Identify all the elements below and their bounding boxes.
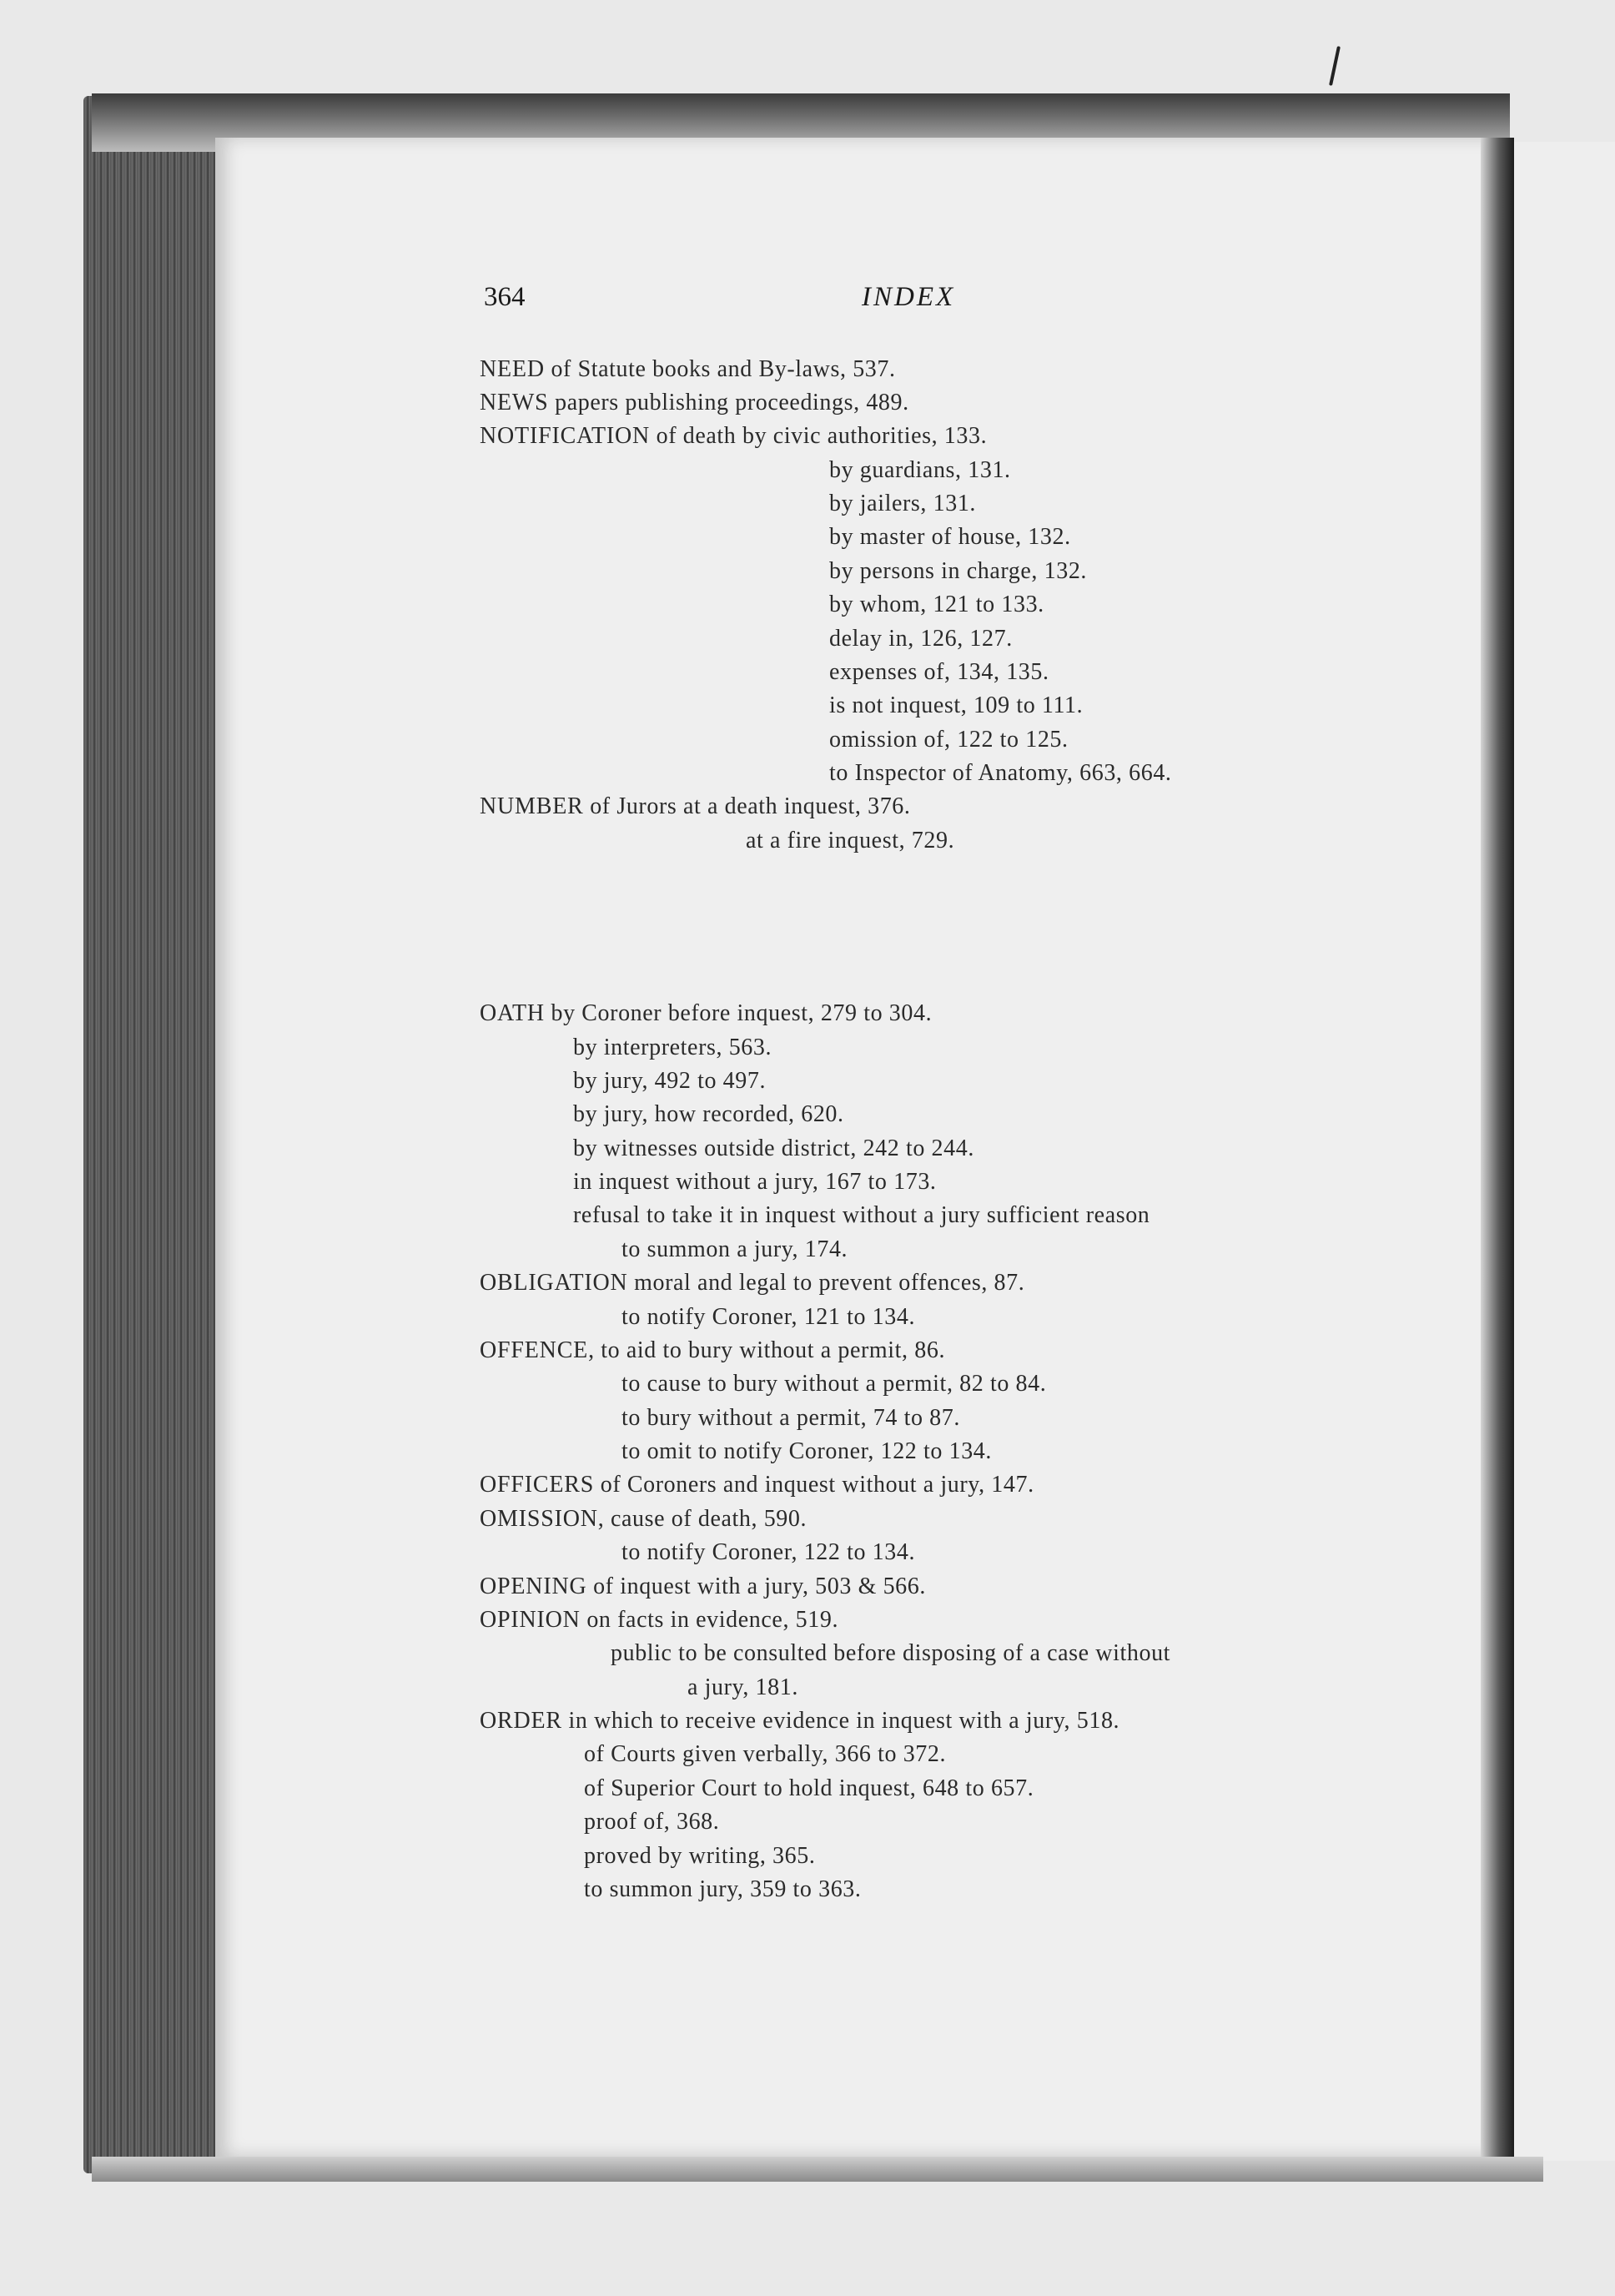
index-entry-text: by jailers, 131.: [829, 491, 977, 516]
index-entry-text: at a fire inquest, 729.: [746, 828, 955, 853]
index-entry-text: in inquest without a jury, 167 to 173.: [573, 1169, 937, 1195]
index-entry-text: of death by civic authorities, 133.: [650, 423, 988, 449]
index-entry-text: by master of house, 132.: [829, 524, 1071, 550]
index-entry-text: delay in, 126, 127.: [829, 626, 1013, 652]
index-entry: [480, 1335, 945, 1367]
index-entry: [829, 758, 1172, 789]
index-entry-text: on facts in evidence, 519.: [580, 1607, 839, 1633]
index-entry: [480, 1604, 838, 1636]
index-entry: [573, 1200, 1150, 1231]
index-heading: OATH: [480, 1000, 545, 1026]
index-entry: [584, 1773, 1034, 1805]
index-entry-text: by interpreters, 563.: [573, 1035, 772, 1060]
index-entry: [584, 1739, 946, 1770]
index-entry: [746, 825, 954, 857]
index-entry-text: to bury without a permit, 74 to 87.: [621, 1405, 960, 1431]
index-entry-text: to summon jury, 359 to 363.: [584, 1876, 862, 1902]
index-heading: OBLIGATION: [480, 1270, 628, 1296]
index-heading: ORDER: [480, 1708, 562, 1734]
index-entry-text: of Coroners and inquest without a jury, 147.: [594, 1472, 1034, 1498]
index-entry: [621, 1368, 1046, 1400]
index-entry: [829, 690, 1083, 722]
index-entry: [687, 1672, 798, 1704]
index-entry: [480, 1503, 807, 1535]
index-entry: [480, 1571, 926, 1603]
index-entry: [573, 1133, 974, 1165]
index-entry-text: papers publishing proceedings, 489.: [548, 390, 909, 415]
index-entry-text: by guardians, 131.: [829, 457, 1011, 483]
index-entry: [829, 724, 1069, 756]
index-entry: [573, 1166, 937, 1198]
index-entry: [829, 589, 1044, 621]
index-entry-text: refusal to take it in inquest without a jury sufficient reason: [573, 1202, 1150, 1228]
index-entry: [480, 998, 932, 1030]
index-entry: [829, 455, 1011, 486]
index-entry: [829, 488, 976, 520]
index-entry: [480, 791, 911, 823]
index-entry-text: in which to receive evidence in inquest with a jury, 518.: [561, 1708, 1120, 1734]
index-entry-text: by Coroner before inquest, 279 to 304.: [544, 1000, 933, 1026]
index-entry-text: of inquest with a jury, 503 & 566.: [586, 1573, 926, 1599]
index-entry: [621, 1402, 960, 1434]
index-entry-text: , to aid to bury without a permit, 86.: [588, 1337, 946, 1363]
index-entry: [621, 1537, 915, 1568]
index-entry: [480, 420, 987, 452]
index-entry-text: of Statute books and By-laws, 537.: [544, 356, 896, 382]
index-heading: NEWS: [480, 390, 549, 415]
index-entry-text: to notify Coroner, 121 to 134.: [621, 1304, 916, 1330]
index-heading: NUMBER: [480, 793, 584, 819]
page-number: 364: [484, 282, 526, 312]
index-heading: OPENING: [480, 1573, 587, 1599]
index-entry: [584, 1840, 815, 1872]
index-entry: [584, 1874, 862, 1906]
index-entry: [480, 1705, 1119, 1737]
index-entry: [573, 1099, 844, 1130]
index-entry-text: to Inspector of Anatomy, 663, 664.: [829, 760, 1172, 786]
index-heading: NOTIFICATION: [480, 423, 651, 449]
index-entry-text: by witnesses outside district, 242 to 244.: [573, 1135, 974, 1161]
index-entry: [480, 387, 909, 419]
index-entry: [573, 1065, 766, 1097]
index-entry-text: proof of, 368.: [584, 1809, 720, 1835]
index-heading: OMISSION: [480, 1506, 598, 1532]
index-entry: [621, 1436, 992, 1468]
index-entry-text: to omit to notify Coroner, 122 to 134.: [621, 1438, 992, 1464]
index-entry-text: of Superior Court to hold inquest, 648 to 657.: [584, 1775, 1034, 1801]
index-entry-text: by jury, how recorded, 620.: [573, 1101, 844, 1127]
index-entry-text: by whom, 121 to 133.: [829, 592, 1044, 617]
index-entry-text: proved by writing, 365.: [584, 1843, 816, 1869]
index-heading: OPINION: [480, 1607, 581, 1633]
index-entry-text: , cause of death, 590.: [597, 1506, 808, 1532]
index-entry: [480, 1469, 1034, 1501]
index-entry: [480, 1267, 1024, 1299]
index-heading: OFFENCE: [480, 1337, 589, 1363]
index-entry: [829, 521, 1071, 553]
index-entry-text: of Courts given verbally, 366 to 372.: [584, 1741, 947, 1767]
index-entry-text: expenses of, 134, 135.: [829, 659, 1049, 685]
index-entry-text: to cause to bury without a permit, 82 to 84.: [621, 1371, 1047, 1397]
index-entry-text: to notify Coroner, 122 to 134.: [621, 1539, 916, 1565]
index-entry-text: by jury, 492 to 497.: [573, 1068, 767, 1094]
index-entry-text: to summon a jury, 174.: [621, 1236, 848, 1262]
index-entry-text: public to be consulted before disposing of a case without: [611, 1640, 1171, 1666]
index-entry-text: omission of, 122 to 125.: [829, 727, 1069, 753]
index-entry: [829, 623, 1013, 655]
index-entry-text: by persons in charge, 132.: [829, 558, 1088, 584]
running-head: INDEX: [862, 282, 956, 312]
index-entry-text: moral and legal to prevent offences, 87.: [627, 1270, 1025, 1296]
index-entry-text: is not inquest, 109 to 111.: [829, 692, 1084, 718]
index-entry-text: of Jurors at a death inquest, 376.: [583, 793, 911, 819]
index-heading: NEED: [480, 356, 545, 382]
index-entry: [829, 657, 1049, 688]
index-entry: [573, 1032, 772, 1064]
index-entry-text: a jury, 181.: [687, 1674, 798, 1700]
index-entry: [621, 1234, 848, 1266]
index-entry: [611, 1638, 1170, 1669]
index-entry: [480, 354, 896, 385]
index-heading: OFFICERS: [480, 1472, 595, 1498]
index-entry: [829, 556, 1087, 587]
index-entry: [621, 1302, 915, 1333]
index-entry: [584, 1806, 719, 1838]
